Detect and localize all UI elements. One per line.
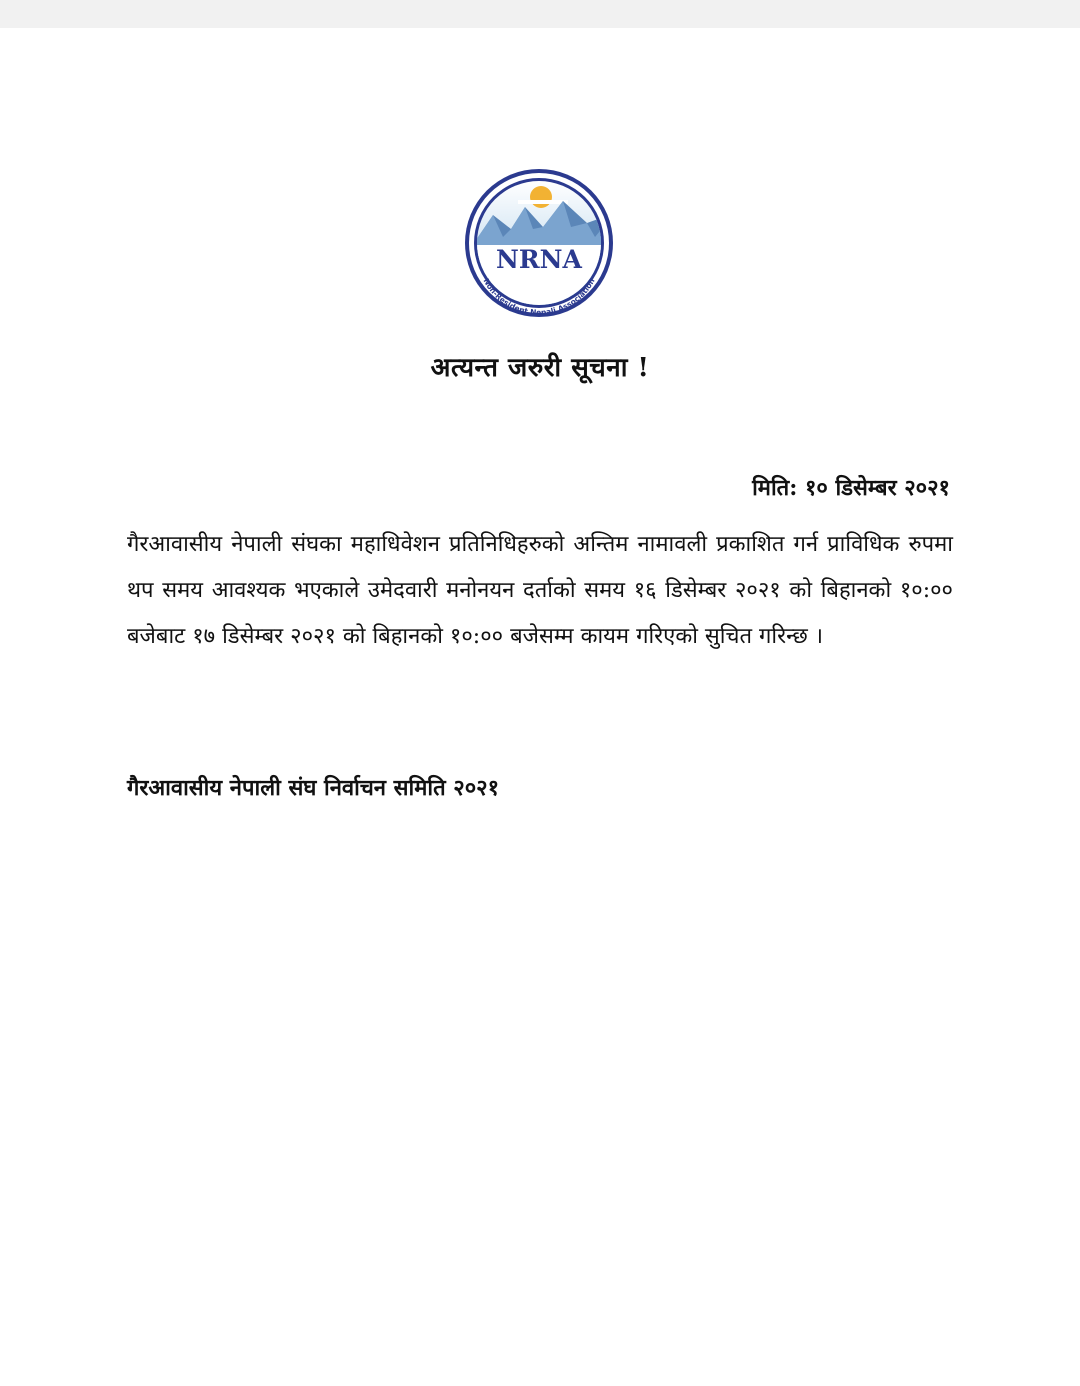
notice-signature: गैरआवासीय नेपाली संघ निर्वाचन समिति २०२१ [127,775,500,801]
top-strip [0,0,1080,28]
notice-heading: अत्यन्त जरुरी सूचना ! [430,353,650,383]
nrna-logo-graphic [463,167,615,319]
notice-body: गैरआवासीय नेपाली संघका महाधिवेशन प्रतिनिधिहरुको अन्तिम नामावली प्रकाशित गर्न प्राविधिक रुपमा थप समय आवश्यक भएकाले उमेदवारी मनोनयन दर्ताको समय १६ डिसेम्बर २०२१ को बिहानको १०:०० बजेबाट १७ डिसेम्बर २०२१ को बिहानको १०:०० बजेसम्म कायम गरिएको सुचित गरिन्छ । [127,532,953,649]
logo-wordmark: NRNA [496,245,582,274]
notice-date: मिति: १० डिसेम्बर २०२१ [752,475,950,501]
sun-icon [530,186,552,208]
nrna-logo [463,167,615,319]
logo-ring-text: Non-Resident Nepali Association [481,276,597,318]
